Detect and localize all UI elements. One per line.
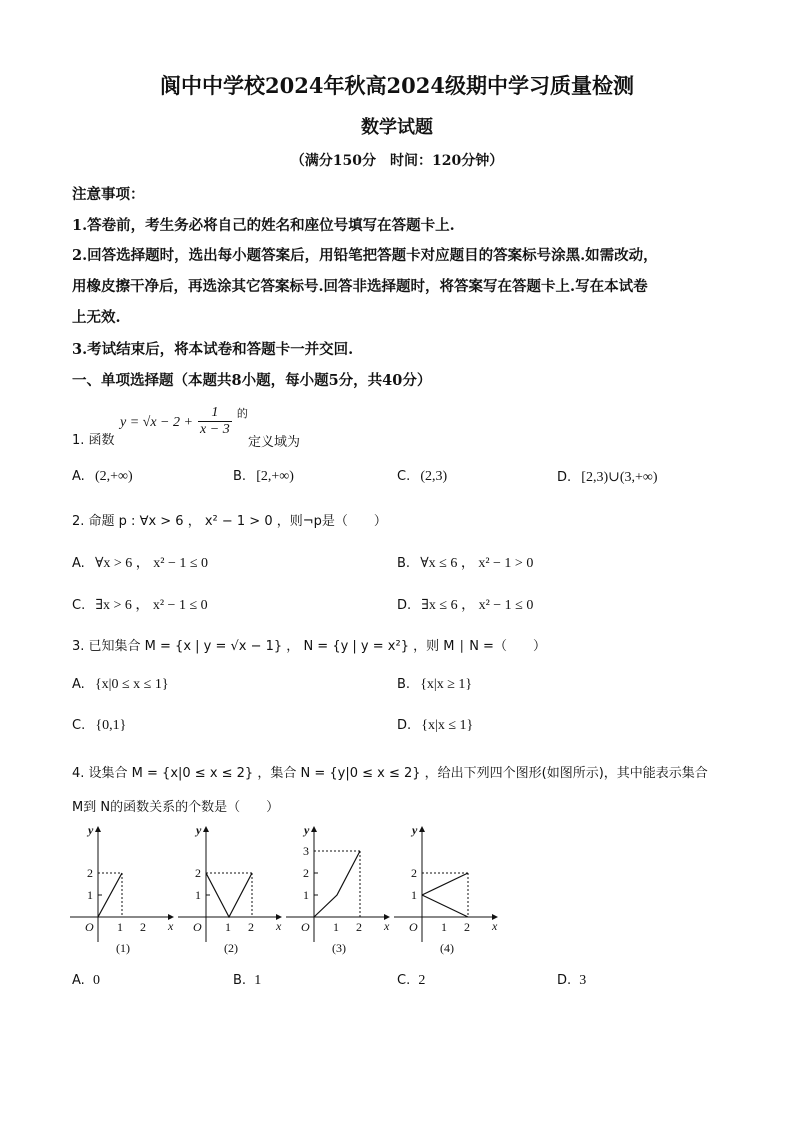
q2-option-a[interactable] [72, 552, 208, 572]
q4-option-b[interactable] [233, 973, 261, 989]
q1-fraction [198, 405, 232, 438]
option-text: 3 [579, 973, 587, 988]
tick-y-1: 1 [411, 888, 417, 902]
y-axis-label: y [304, 823, 310, 837]
q1-fraction-den: x − 3 [200, 422, 230, 437]
option-text: {0,1} [95, 718, 127, 733]
option-label: C. [397, 973, 411, 988]
x-axis-label: x [168, 919, 174, 933]
x-axis-label: x [384, 919, 390, 933]
y-axis-label: y [412, 823, 418, 837]
q1-option-d[interactable] [557, 469, 658, 486]
option-label: D. [557, 973, 572, 988]
option-label: A. [72, 556, 85, 571]
option-label: D. [397, 598, 412, 613]
q2-option-c[interactable] [72, 594, 208, 614]
option-text: 1 [254, 973, 262, 988]
q3-option-c[interactable] [72, 718, 126, 734]
option-text: (2,3) [420, 469, 448, 484]
tick-x-1: 1 [333, 920, 339, 934]
option-text: ∃x ≤ 6 ， x² − 1 ≤ 0 [421, 598, 534, 613]
note-2a: 2.回答选择题时，选出每小题答案后，用铅笔把答题卡对应题目的答案标号涂黑.如需改动， [72, 247, 658, 264]
option-text: [2,3)∪(3,+∞) [581, 470, 658, 485]
option-label: B. [233, 973, 247, 988]
tick-x-1: 1 [225, 920, 231, 934]
q4-option-c[interactable] [397, 973, 425, 989]
option-text: [2,+∞) [256, 469, 294, 484]
exam-meta: （满分150分 时间：120分钟） [290, 153, 504, 169]
graph-line [206, 873, 252, 917]
tick-x-1: 1 [117, 920, 123, 934]
origin-label: O [85, 920, 94, 934]
tick-x-2: 2 [356, 920, 362, 934]
tick-y-1: 1 [303, 888, 309, 902]
q1-fraction-num: 1 [198, 405, 232, 422]
q2-stem: 2. 命题 p : ∀x > 6 ， x² − 1 > 0 ，则¬p是（ ） [72, 514, 387, 529]
option-label: B. [233, 469, 247, 484]
option-text: 2 [418, 973, 426, 988]
tick-y-3: 3 [303, 844, 309, 858]
tick-y-2: 2 [411, 866, 417, 880]
tick-y-2: 2 [87, 866, 93, 880]
tick-x-1: 1 [441, 920, 447, 934]
graph-line-upper [422, 873, 468, 895]
option-label: D. [397, 718, 412, 733]
option-label: C. [397, 469, 411, 484]
option-label: C. [72, 598, 86, 613]
q4-figures [68, 822, 508, 962]
figure-4 [394, 823, 498, 955]
q1-suffix: 定义域为 [248, 435, 301, 450]
note-2b: 用橡皮擦干净后，再选涂其它答案标号.回答非选择题时，将答案写在答题卡上.写在本试卷 [72, 278, 648, 295]
q4-stem-line2: M到 N的函数关系的个数是（ ） [72, 800, 280, 815]
note-3: 3.考试结束后，将本试卷和答题卡一并交回. [72, 341, 354, 358]
q4-option-a[interactable] [72, 973, 100, 989]
q3-option-d[interactable] [397, 718, 473, 734]
q3-stem: 3. 已知集合 M = {x | y = √x − 1} ， N = {y | y = x²} ，则 M ∣ N =（ ） [72, 639, 546, 654]
option-text: 0 [92, 973, 100, 988]
graph-line [314, 851, 360, 917]
option-label: B. [397, 556, 411, 571]
q1-option-b[interactable] [233, 469, 294, 485]
origin-label: O [409, 920, 418, 934]
q2-option-b[interactable] [397, 552, 533, 572]
option-label: C. [72, 718, 86, 733]
q4-option-d[interactable] [557, 973, 586, 989]
option-text: ∃x > 6 ， x² − 1 ≤ 0 [95, 598, 208, 613]
q1-number: 1. 函数 [72, 433, 115, 448]
tick-y-2: 2 [195, 866, 201, 880]
page-title: 阆中中学校2024年秋高2024级期中学习质量检测 [160, 73, 634, 98]
tick-y-1: 1 [195, 888, 201, 902]
option-text: ∀x ≤ 6 ， x² − 1 > 0 [420, 556, 534, 571]
tick-x-2: 2 [140, 920, 146, 934]
q3-option-b[interactable] [397, 677, 472, 693]
origin-label: O [301, 920, 310, 934]
x-axis-label: x [276, 919, 282, 933]
option-text: ∀x > 6 ， x² − 1 ≤ 0 [94, 556, 209, 571]
tick-x-2: 2 [464, 920, 470, 934]
origin-label: O [193, 920, 202, 934]
option-label: A. [72, 677, 85, 692]
option-label: D. [557, 470, 572, 485]
figure-caption: (2) [224, 941, 238, 955]
q1-formula [120, 405, 248, 438]
section-heading: 一、单项选择题（本题共8小题，每小题5分，共40分） [72, 372, 432, 389]
option-text: {x|x ≥ 1} [420, 677, 473, 692]
q1-formula-lhs: y = √x − 2 + [120, 415, 193, 430]
note-2c: 上无效. [72, 309, 121, 326]
q1-option-a[interactable] [72, 469, 133, 485]
y-axis-label: y [88, 823, 94, 837]
q2-option-d[interactable] [397, 594, 533, 614]
option-label: A. [72, 469, 85, 484]
figure-caption: (1) [116, 941, 130, 955]
y-axis-label: y [196, 823, 202, 837]
q3-option-a[interactable] [72, 677, 169, 693]
figure-3 [286, 823, 390, 955]
figure-2 [178, 823, 282, 955]
graph-line-lower [422, 895, 468, 917]
tick-y-1: 1 [87, 888, 93, 902]
figure-caption: (4) [440, 941, 454, 955]
x-axis-label: x [492, 919, 498, 933]
q4-stem-line1: 4. 设集合 M = {x|0 ≤ x ≤ 2} ，集合 N = {y|0 ≤ x ≤ 2} ，给出下列四个图形(如图所示)，其中能表示集合 [72, 766, 708, 781]
note-1: 1.答卷前，考生务必将自己的姓名和座位号填写在答题卡上. [72, 217, 455, 234]
tick-x-2: 2 [248, 920, 254, 934]
tick-y-2: 2 [303, 866, 309, 880]
figure-1 [70, 823, 174, 955]
option-text: {x|x ≤ 1} [421, 718, 474, 733]
q1-suffix-small: 的 [236, 407, 248, 420]
option-label: A. [72, 973, 85, 988]
figure-caption: (3) [332, 941, 346, 955]
option-text: (2,+∞) [94, 469, 133, 484]
notes-heading: 注意事项： [72, 186, 145, 203]
option-text: {x|0 ≤ x ≤ 1} [94, 677, 169, 692]
q1-option-c[interactable] [397, 469, 447, 485]
page-subtitle: 数学试题 [361, 117, 433, 138]
option-label: B. [397, 677, 411, 692]
